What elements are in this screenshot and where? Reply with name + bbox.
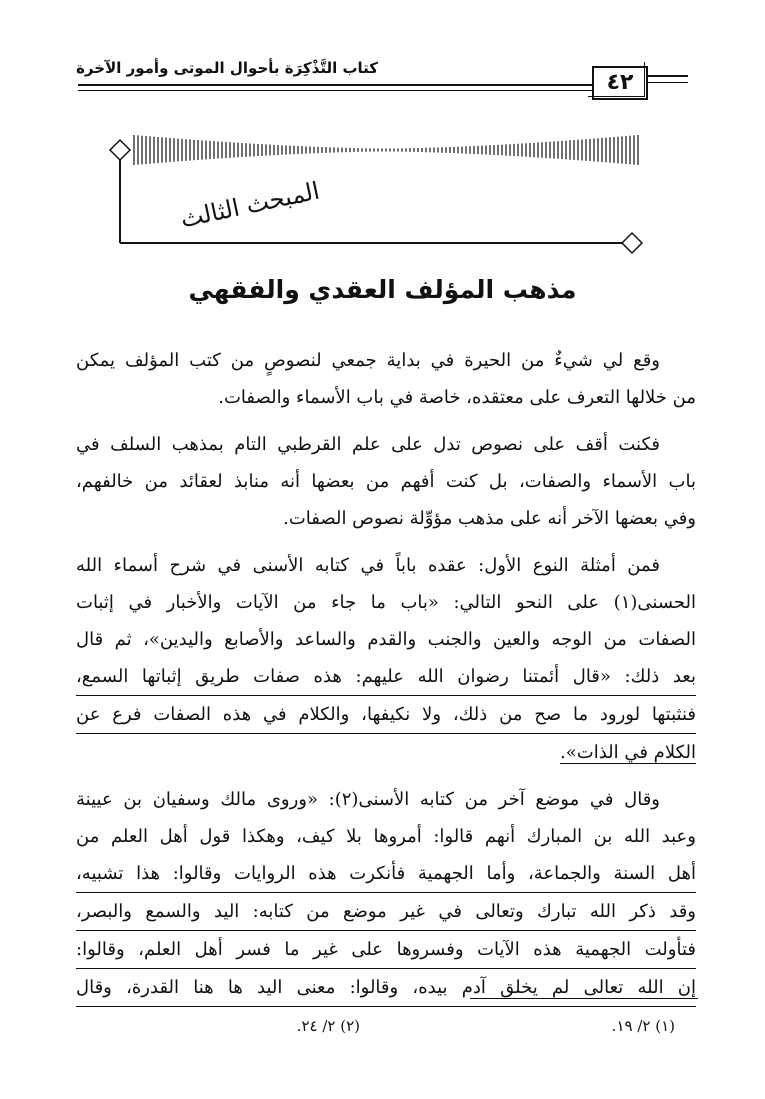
underlined-quote-end: الكلام في الذات». (560, 742, 696, 763)
footnote-1: (١) ٢/ ١٩. (611, 1017, 675, 1035)
footnote-rule (470, 998, 698, 999)
body-line-underlined: فتأولت الجهمية هذه الآيات وفسروها على غير ما فسر أهل العلم، وقالوا: (76, 931, 696, 969)
page-number-rule-thin (648, 82, 688, 83)
chapter-title: مذهب المؤلف العقدي والفقهي (188, 275, 577, 304)
diamond-bottom-right-icon (622, 233, 642, 253)
body-line: فكنت أقف على نصوص تدل على علم القرطبي التام بمذهب السلف في (76, 434, 660, 455)
body-line-underlined (76, 734, 696, 771)
section-label: المبحث الثالث (178, 176, 322, 234)
body-line: وعبد الله بن المبارك أنهم قالوا: أمروها بلا كيف، وهكذا قول أهل العلم من (76, 826, 696, 847)
diamond-top-left-icon (110, 140, 130, 160)
body-line-underlined: إن الله تعالى لم يخلق آدم بيده، وقالوا: معنى اليد ها هنا القدرة، وقال (76, 969, 696, 1007)
body-line: وقال في موضع آخر من كتابه الأسنى(٢): «وروى مالك وسفيان بن عيينة (76, 789, 660, 810)
body-line-underlined: فنثبتها لورود ما صح من ذلك، ولا نكيفها، والكلام في هذه الصفات فرع عن (76, 696, 696, 734)
header-rule-thin (78, 90, 598, 91)
body-line-underlined: أهل السنة والجماعة، وأما الجهمية فأنكرت هذه الروايات وقالوا: هذا تشبيه، (76, 855, 696, 893)
body-text (76, 342, 696, 1007)
header-rule (78, 84, 598, 86)
body-line: باب الأسماء والصفات، بل كنت أفهم من بعضها أنه منابذ لعقائد من خالفهم، (76, 471, 696, 492)
body-line: وفي بعضها الآخر أنه على مذهب مؤوِّلة نصوص الصفات. (283, 508, 696, 529)
body-line-underlined: بعد ذلك: «قال أئمتنا رضوان الله عليهم: هذه صفات طريق إثباتها السمع، (76, 658, 696, 696)
page-number-rule (648, 75, 688, 77)
page-number: ٤٢ (592, 66, 648, 100)
body-line: الصفات من الوجه والعين والجنب والقدم والساعد والأصابع واليدين»، ثم قال (76, 629, 696, 650)
body-line: الحسنى(١) على النحو التالي: «باب ما جاء من الآيات والأخبار في إثبات (76, 592, 696, 613)
body-line-underlined: وقد ذكر الله تبارك وتعالى في غير موضع من كتابه: اليد والسمع والبصر، (76, 893, 696, 931)
footnote-2: (٢) ٢/ ٢٤. (296, 1017, 360, 1035)
ornament-bars (134, 135, 638, 165)
running-header-title: كتاب التَّذْكِرَة بأحوال الموتى وأمور الآخرة (76, 59, 378, 77)
body-line: فمن أمثلة النوع الأول: عقده باباً في كتابه الأسنى في شرح أسماء الله (76, 555, 660, 576)
body-line: من خلالها التعرف على معتقده، خاصة في باب الأسماء والصفات. (218, 387, 696, 408)
body-line: وقع لي شيءٌ من الحيرة في بداية جمعي لنصوصٍ من كتب المؤلف يمكن (76, 350, 660, 371)
